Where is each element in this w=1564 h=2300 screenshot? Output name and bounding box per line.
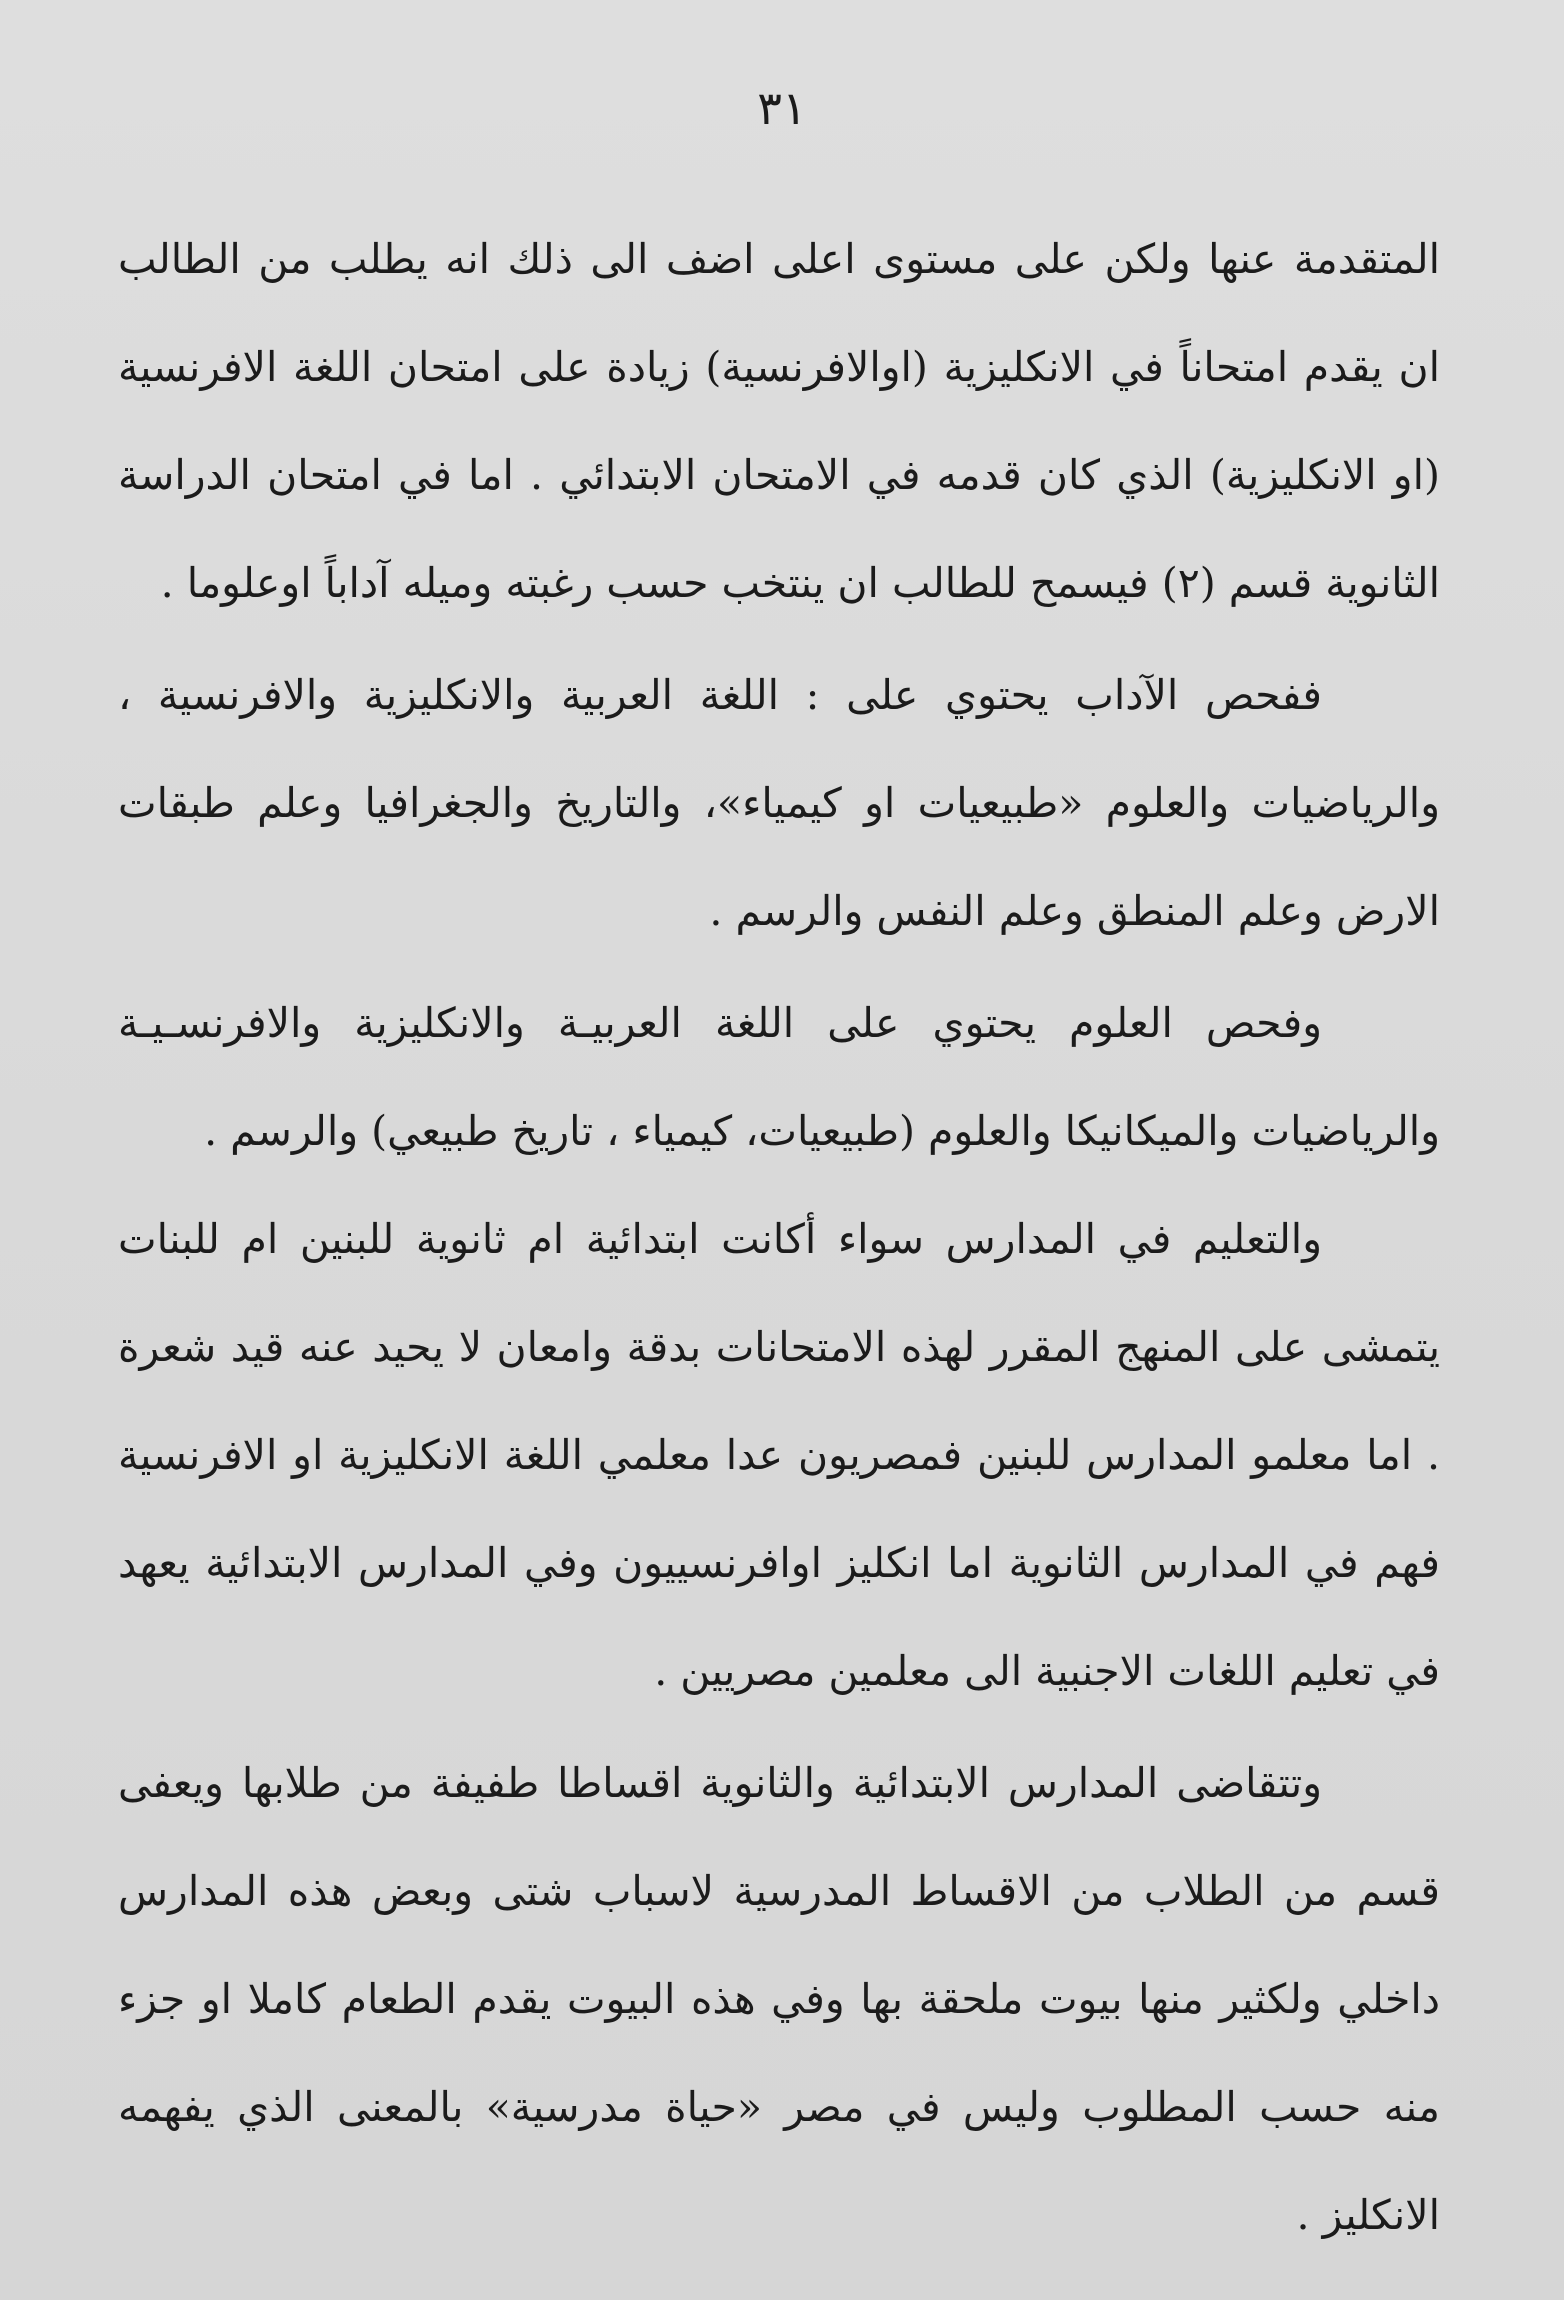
paragraph-2: ففحص الآداب يحتوي على : اللغة العربية والانكليزية والافرنسية ، والرياضيات والعلوم «طبيعيات او كيمياء»، والتاريخ والجغرافيا وعلم طبقات الارض وعلم المنطق وعلم النفس والرسم . [118,671,1440,935]
paragraph-3: وفحص العلوم يحتوي على اللغة العربيـة والانكليزية والافرنسـيـة والرياضيات والميكانيكا والعلوم (طبيعيات، كيمياء ، تاريخ طبيعي) والرسم . [118,999,1440,1155]
paragraph-1: المتقدمة عنها ولكن على مستوى اعلى اضف الى ذلك انه يطلب من الطالب ان يقدم امتحاناً في الانكليزية (اوالافرنسية) زيادة على امتحان اللغة الافرنسية (او الانكليزية) الذي كان قدمه في الامتحان الابتدائي . اما في امتحان الدراسة الثانوية قسم (٢) فيسمح للطالب ان ينتخب حسب رغبته وميله آداباً اوعلوما . [118,235,1440,607]
paragraph-4: والتعليم في المدارس سواء أكانت ابتدائية ام ثانوية للبنين ام للبنات يتمشى على المنهج المقرر لهذه الامتحانات بدقة وامعان لا يحيد عنه قيد شعرة . اما معلمو المدارس للبنين فمصريون عدا معلمي اللغة الانكليزية او الافرنسية فهم في المدارس الثانوية اما انكليز اوافرنسييون وفي المدارس الابتدائية يعهد في تعليم اللغات الاجنبية الى معلمين مصريين . [118,1215,1440,1695]
page-number: ٣١ [757,81,807,135]
page-body [118,205,1440,2269]
paragraph-5: وتتقاضى المدارس الابتدائية والثانوية اقساطا طفيفة من طلابها ويعفى قسم من الطلاب من الاقساط المدرسية لاسباب شتى وبعض هذه المدارس داخلي ولكثير منها بيوت ملحقة بها وفي هذه البيوت يقدم الطعام كاملا او جزء منه حسب المطلوب وليس في مصر «حياة مدرسية» بالمعنى الذي يفهمه الانكليز . [118,1759,1440,2239]
